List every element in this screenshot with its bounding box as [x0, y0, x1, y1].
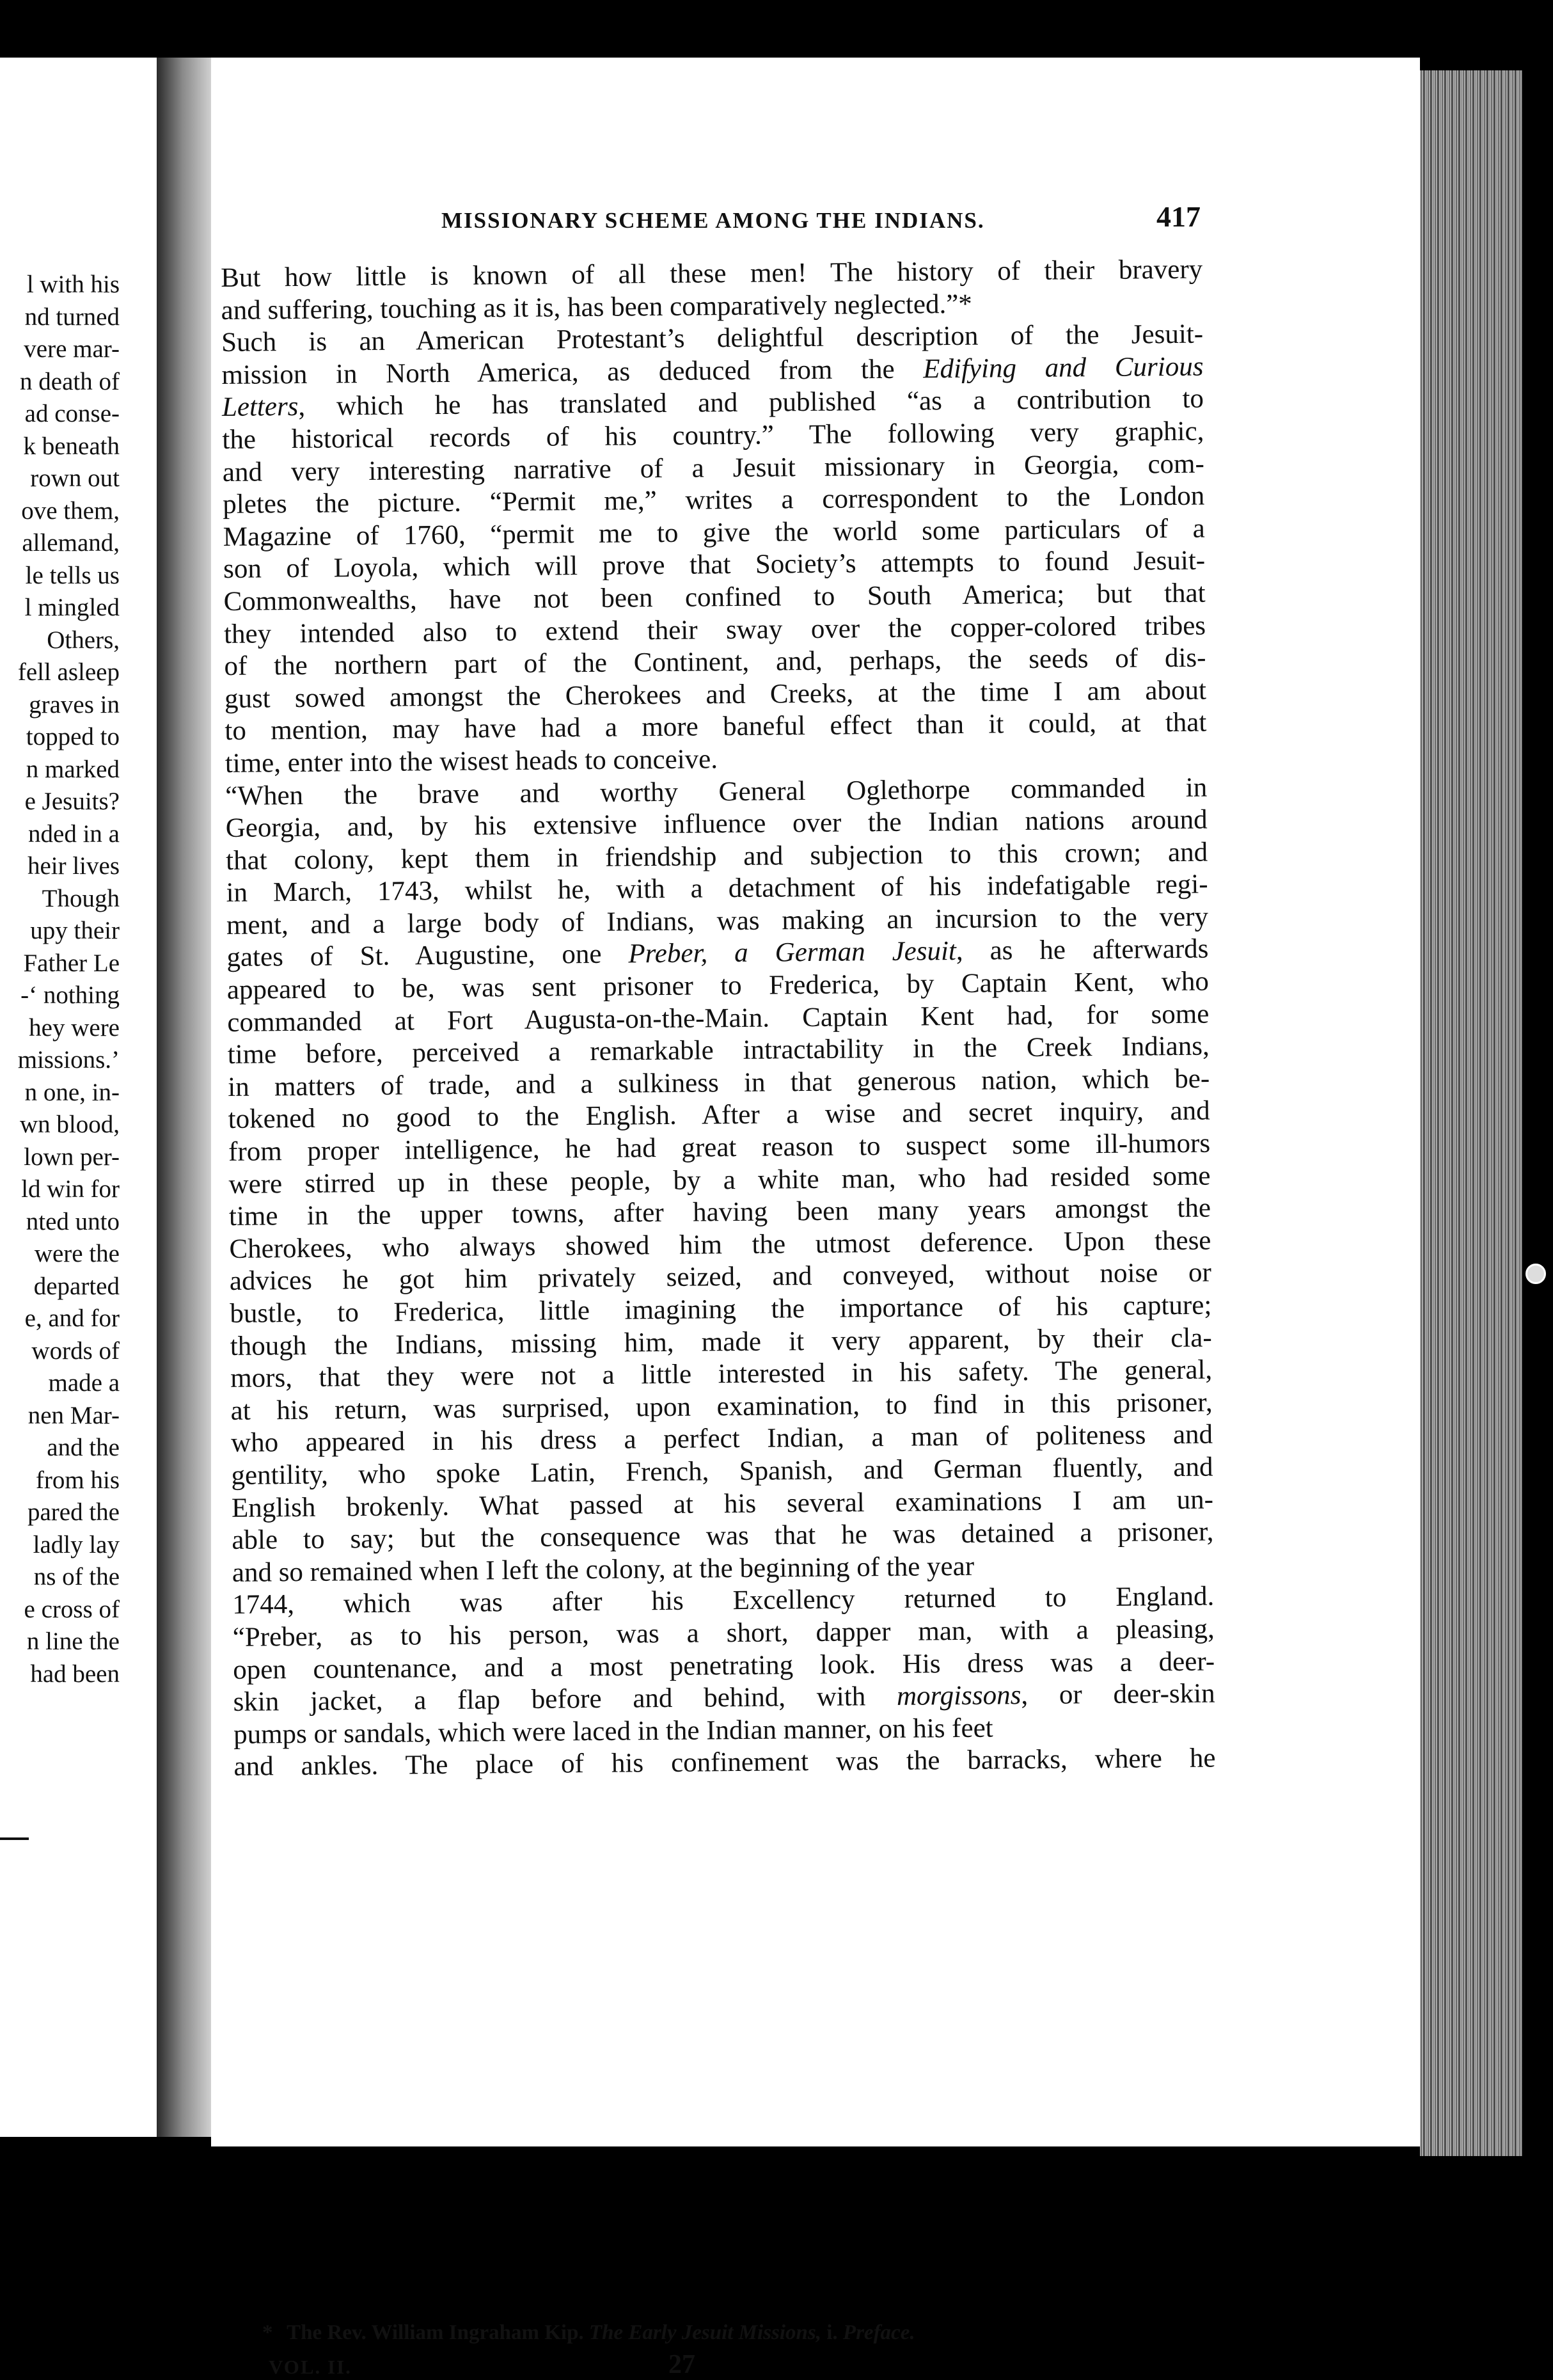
previous-page-line: nen Mar-	[28, 1401, 120, 1429]
previous-page-footnote-rule	[0, 1837, 29, 1840]
footnote-section: Preface.	[842, 2321, 915, 2344]
text-line: time before, perceived a remarkable intractability in the Creek Indians,	[227, 1031, 1210, 1070]
previous-page-line: nded in a	[28, 820, 120, 848]
text-line: But how little is known of all these men! The history of their bravery	[221, 254, 1203, 293]
text-line: able to say; but the consequence was that he was detained a prisoner,	[232, 1516, 1214, 1556]
text-line: the historical records of his country.” The following very graphic,	[222, 416, 1204, 455]
previous-page-line: n death of	[20, 367, 120, 395]
body-text	[221, 254, 1216, 1784]
previous-page-line: upy their	[30, 917, 120, 944]
text-line: though the Indians, missing him, made it very apparent, by their cla-	[230, 1322, 1212, 1361]
text-line: at his return, was surprised, upon examination, to find in this prisoner,	[230, 1387, 1213, 1426]
text-line: time in the upper towns, after having been many years amongst the	[228, 1193, 1211, 1232]
running-head: MISSIONARY SCHEME AMONG THE INDIANS.	[441, 208, 985, 233]
previous-page-line: vere mar-	[24, 335, 120, 363]
text-line: in matters of trade, and a sulkiness in that generous nation, which be-	[228, 1063, 1210, 1102]
previous-page-line: Others,	[47, 626, 120, 654]
text-line: English brokenly. What passed at his several examinations I am un-	[231, 1484, 1214, 1523]
text-line: gentility, who spoke Latin, French, Spanish, and German fluently, and	[231, 1452, 1213, 1491]
previous-page-line: topped to	[26, 723, 120, 750]
text-line: open countenance, and a most penetrating look. His dress was a deer-	[232, 1646, 1215, 1685]
previous-page-line: from his	[35, 1466, 120, 1494]
text-line: mors, that they were not a little interested in his safety. The general,	[230, 1354, 1213, 1394]
previous-page-line: pared the	[27, 1498, 120, 1526]
previous-page-line: wn blood,	[20, 1111, 120, 1138]
previous-page-line: fell asleep	[17, 658, 120, 686]
previous-page-line: Father Le	[23, 949, 120, 977]
text-line: time, enter into the wisest heads to conceive.	[225, 744, 718, 779]
previous-page-fragment	[0, 58, 157, 2137]
previous-page-line: were the	[34, 1240, 120, 1267]
previous-page-line: ove them,	[21, 496, 120, 525]
previous-page-line: missions.’	[17, 1046, 120, 1074]
text-line: 1744, which was after his Excellency returned to England.	[232, 1581, 1215, 1621]
text-line: and ankles. The place of his confinement was the barracks, where he	[233, 1743, 1216, 1782]
text-line: of the northern part of the Continent, and, perhaps, the seeds of dis-	[224, 642, 1206, 682]
text-line: appeared to be, was sent prisoner to Frederica, by Captain Kent, who	[226, 966, 1210, 1006]
previous-page-line: had been	[30, 1660, 120, 1688]
text-line: son of Loyola, which will prove that Society’s attempts to found Jesuit-	[223, 545, 1206, 585]
text-line: and so remained when I left the colony, at the beginning of the year	[232, 1551, 975, 1588]
previous-page-line: ld win for	[21, 1175, 120, 1203]
text-line: to mention, may have had a more baneful effect than it could, at that	[225, 707, 1207, 747]
page-edge-stack	[1420, 70, 1522, 2156]
previous-page-text	[18, 269, 120, 1690]
text-line: who appeared in his dress a perfect Indian, a man of politeness and	[230, 1419, 1213, 1459]
footnote	[262, 2321, 915, 2345]
previous-page-line: departed	[33, 1272, 120, 1300]
text-line: were stirred up in these people, by a white man, who had resided some	[228, 1161, 1211, 1200]
text-line: bustle, to Frederica, little imagining the importance of his capture;	[230, 1290, 1212, 1329]
volume-label: VOL. II.	[269, 2356, 352, 2378]
footnote-title: The Early Jesuit Missions,	[588, 2321, 821, 2344]
text-line: that colony, kept them in friendship and subjection to this crown; and	[225, 837, 1208, 876]
previous-page-line: Though	[42, 884, 120, 912]
previous-page-line: rown out	[30, 464, 120, 492]
previous-page-line: and the	[47, 1434, 120, 1461]
text-line: from proper intelligence, he had great reason to suspect some ill-humors	[228, 1128, 1211, 1167]
previous-page-line: -‘ nothing	[20, 981, 120, 1009]
previous-page-line: n line the	[26, 1628, 120, 1655]
text-line: pumps or sandals, which were laced in the Indian manner, on his feet	[233, 1713, 993, 1750]
footnote-marker: *	[262, 2321, 273, 2344]
previous-page-line: l with his	[26, 271, 120, 298]
text-line: Cherokees, who always showed him the utmost deference. Upon these	[229, 1225, 1211, 1264]
page-number: 417	[1156, 200, 1201, 233]
previous-page-line: lown per-	[24, 1143, 120, 1171]
previous-page-line: allemand,	[22, 529, 120, 557]
previous-page-line: nted unto	[26, 1207, 120, 1235]
text-line: Commonwealths, have not been confined to South America; but that	[223, 578, 1206, 617]
text-line: and suffering, touching as it is, has been comparatively neglected.”*	[221, 289, 972, 326]
text-line: tokened no good to the English. After a wise and secret inquiry, and	[228, 1095, 1210, 1135]
previous-page-line: n one, in-	[24, 1078, 120, 1106]
previous-page-line: k beneath	[23, 432, 120, 460]
text-line: advices he got him privately seized, and conveyed, without noise or	[229, 1257, 1212, 1297]
previous-page-line: ns of the	[33, 1563, 120, 1591]
text-line: gust sowed amongst the Cherokees and Creeks, at the time I am about	[224, 675, 1207, 714]
text-line: Georgia, and, by his extensive influence over the Indian nations around	[225, 804, 1208, 844]
previous-page-line: ad conse-	[24, 400, 120, 427]
text-line: and very interesting narrative of a Jesuit missionary in Georgia, com-	[222, 448, 1205, 488]
previous-page-line: e Jesuits?	[24, 788, 120, 815]
footnote-locator: i.	[826, 2321, 838, 2344]
previous-page-line: le tells us	[25, 561, 120, 589]
text-line: commanded at Fort Augusta-on-the-Main. Captain Kent had, for some	[227, 999, 1210, 1038]
previous-page-line: words of	[31, 1337, 120, 1365]
previous-page-line: l mingled	[24, 594, 120, 621]
book-gutter	[157, 58, 214, 2137]
text-line: pletes the picture. “Permit me,” writes a correspondent to the London	[223, 480, 1205, 520]
previous-page-line: n marked	[26, 755, 120, 783]
previous-page-line: nd turned	[24, 303, 120, 331]
footnote-author: The Rev. William Ingraham Kip.	[287, 2321, 584, 2344]
text-line: gates of St. Augustine, one Preber, a German Jesuit, as he afterwards	[226, 934, 1209, 973]
previous-page-line: ladly lay	[33, 1530, 120, 1559]
text-line: in March, 1743, whilst he, with a detachment of his indefatigable regi-	[226, 869, 1208, 908]
text-line: mission in North America, as deduced from the Edifying and Curious	[221, 351, 1204, 390]
text-line: skin jacket, a flap before and behind, with morgissons, or deer-skin	[233, 1678, 1215, 1718]
signature-mark: 27	[668, 2350, 695, 2379]
edge-mark	[1525, 1264, 1546, 1284]
previous-page-line: e cross of	[24, 1595, 120, 1623]
text-line: “When the brave and worthy General Oglethorpe commanded in	[225, 772, 1208, 811]
text-line: Letters, which he has translated and published “as a contribution to	[221, 383, 1204, 423]
previous-page-line: made a	[48, 1369, 120, 1397]
text-line: Such is an American Protestant’s delightful description of the Jesuit-	[221, 319, 1204, 358]
previous-page-line: graves in	[29, 690, 120, 718]
text-line: “Preber, as to his person, was a short, dapper man, with a pleasing,	[232, 1614, 1215, 1653]
previous-page-line: e, and for	[24, 1305, 120, 1332]
previous-page-line: heir lives	[27, 852, 120, 880]
previous-page-line: hey were	[29, 1013, 120, 1042]
text-line: Magazine of 1760, “permit me to give the world some particulars of a	[223, 513, 1205, 552]
text-line: they intended also to extend their sway over the copper-colored tribes	[223, 610, 1206, 649]
text-line: ment, and a large body of Indians, was making an incursion to the very	[226, 901, 1209, 940]
